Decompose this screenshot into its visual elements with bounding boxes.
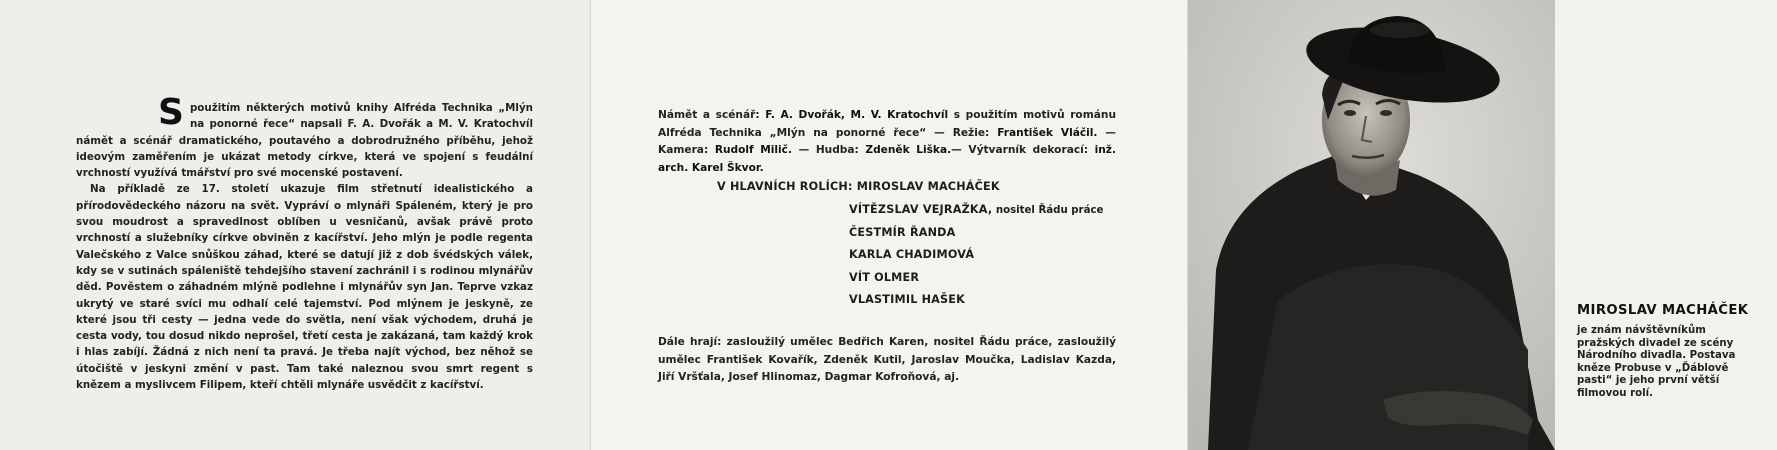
cast-heading: V HLAVNÍCH ROLÍCH: MIROSLAV MACHÁČEK [717, 180, 1000, 193]
actor-name: MIROSLAV MACHÁČEK [1577, 303, 1749, 318]
priest-portrait-image [1188, 0, 1555, 450]
right-eye [1380, 110, 1392, 116]
credits-music: Zdeněk Liška. [865, 144, 952, 156]
synopsis-panel [0, 0, 590, 450]
cast-member-name: VLASTIMIL HAŠEK [849, 293, 966, 307]
synopsis-paragraph-1 [76, 92, 533, 181]
cast-member-name: KARLA CHADIMOVÁ [849, 248, 975, 262]
hat-highlight [1370, 22, 1430, 38]
credits-text [658, 107, 1116, 177]
credits-camera: Rudolf Milič. [714, 144, 792, 156]
supporting-cast-text: Dále hrají: zasloužilý umělec Bedřich Karen, nositel Řádu práce, zasloužilý umělec František Kovařík, Zdeněk Kutil, Jaroslav Moučka, Ladislav Kazda, Jiří Vršťala, Josef Hlinomaz, Dagmar Kofroňová, aj. [658, 336, 1116, 383]
cast-member [849, 203, 1103, 226]
cast-member-name: VÍTĚZSLAV VEJRAŽKA, [849, 203, 993, 216]
cast-member [849, 248, 1103, 271]
cast-member-note: nositel Řádu práce [992, 205, 1104, 216]
synopsis-text [76, 92, 533, 393]
cast-member-name: ČESTMÍR ŘANDA [849, 225, 956, 239]
credits-story-label: Námět a scénář: [658, 109, 766, 121]
synopsis-paragraph-2: Na příkladě ze 17. století ukazuje film střetnutí idealistického a přírodovědeckého názoru na svět. Vypráví o mlynáři Spáleném, který je pro svou moudrost a spravedlnost oblíben u vesničanů, avšak právě proto vrchností a služebníky církve obviněn z kacířství. Jeho mlýn je podle regenta Valečského z Valce snůškou záhad, které se datují již z dob švédských válek, kdy se v sutinách spáleniště tehdejšího stavení zachránil i s rodinou mlynářův děd. Pověstem o záhadném mlýně podlehne i mlynářův syn Jan. Teprve vzkaz ukrytý ve staré svíci mu odhalí celé tajemství. Pod mlýnem je jeskyně, ze které jsou tři cesty — jedna vede do světla, není však východem, druhá je cesta vody, tou dosud nikdo neprošel, třetí cesta je zakázaná, tam každý krok i hlas zabíjí. Žádná z nich není ta pravá. Je třeba najít východ, bez něhož se útočiště v jeskyni změní v past. Tam také naleznou svou smrt regent s knězem a myslivcem Filipem, kteří chtěli mlynáře usvědčit z kacířství. [76, 183, 533, 392]
cast-member-name: VÍT OLMER [849, 270, 920, 284]
actor-bio: je znám návštěvníkům pražských divadel ze scény Národního divadla. Postava kněze Probuse v „Ďáblově pasti“ je jeho první větší filmovou rolí. [1577, 325, 1736, 399]
synopsis-paragraph-1-text: použitím některých motivů knihy Alfréda Technika „Mlýn na ponorné řece“ napsali F. A. Dvořák a M. V. Kratochvíl námět a scénář dramatického, poutavého a dobrodružného příběhu, jehož ideovým zaměřením je ukázat metody církve, která ve spojení s feudální vrchností využívá tmářství pro své mocenské postavení. [76, 102, 533, 180]
credits-director-label: s použitím motivů románu Alfréda Technika „Mlýn na ponorné řece“ — Režie: [658, 109, 1116, 139]
portrait-photo [1188, 0, 1555, 450]
credits-writers: F. A. Dvořák, M. V. Kratochvíl [765, 109, 949, 121]
credits-camera-label: — Kamera: [658, 126, 1116, 156]
cast-member [849, 271, 1103, 294]
cast-member [849, 226, 1103, 249]
cast-list [849, 203, 1103, 316]
cast-member [849, 293, 1103, 316]
left-eye [1344, 110, 1356, 116]
drop-cap: S [158, 92, 184, 133]
credits-design-label: — Výtvarník dekorací: [951, 144, 1095, 156]
credits-music-label: — Hudba: [791, 144, 866, 156]
credits-designer: inž. arch. Karel Škvor. [658, 144, 1116, 174]
credits-director: František Vláčil. [997, 126, 1098, 139]
